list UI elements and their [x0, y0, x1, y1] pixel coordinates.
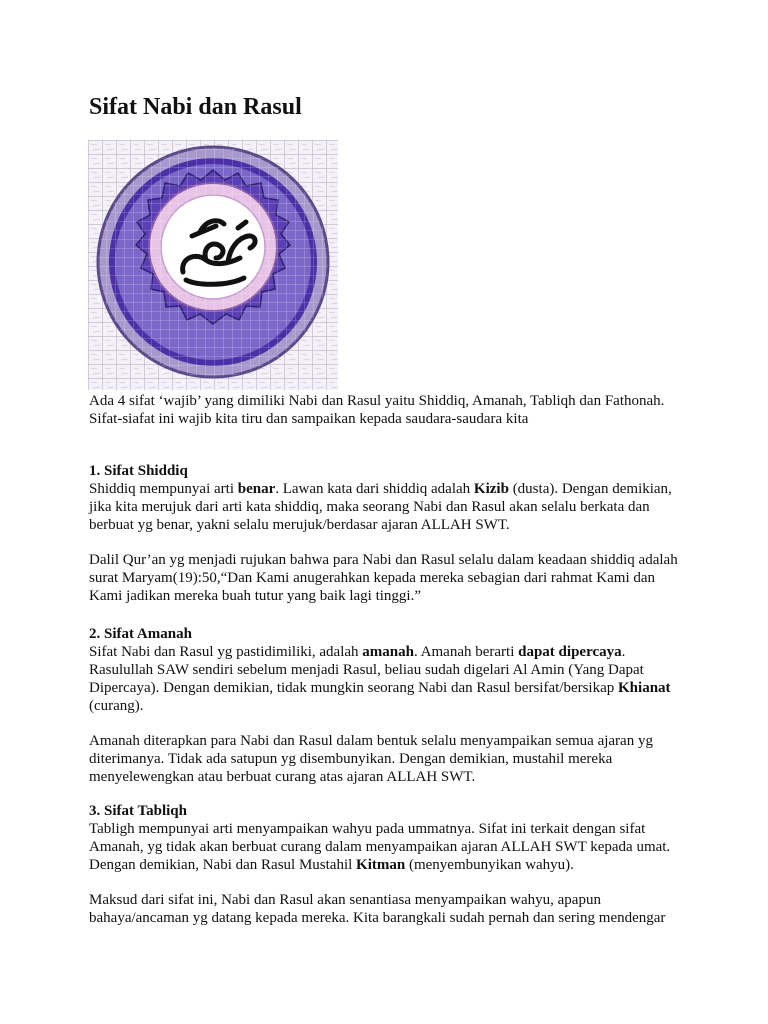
- text-span: (menyembunyikan wahyu).: [405, 857, 574, 873]
- section-amanah: [89, 625, 689, 715]
- bold-term: amanah: [362, 644, 414, 660]
- text-span: Sifat Nabi dan Rasul yg pastidimiliki, adalah: [89, 644, 363, 660]
- section-tabliqh-detail: [89, 891, 689, 927]
- section-paragraph: Maksud dari sifat ini, Nabi dan Rasul akan senantiasa menyampaikan wahyu, apapun bahaya/ancaman yg datang kepada mereka. Kita barangkali sudah pernah dan sering mendengar: [89, 892, 666, 926]
- intro-line-1: Ada 4 sifat ‘wajib’ yang dimiliki Nabi dan Rasul yaitu Shiddiq, Amanah, Tabliqh dan Fathonah.: [89, 393, 665, 409]
- text-span: Shiddiq mempunyai arti: [89, 481, 238, 497]
- text-span: Tabligh mempunyai arti menyampaikan wahyu pada ummatnya. Sifat ini terkait dengan sifat Amanah, yg tidak akan berbuat curang dalam menyampaikan ajaran ALLAH SWT kepada umat. Dengan demikian, Nabi dan Rasul Mustahil: [89, 821, 671, 873]
- section-tabliqh: [89, 802, 689, 874]
- muhammad-calligraphy-emblem: [88, 140, 338, 390]
- intro-paragraph: [89, 392, 689, 428]
- text-span: . Lawan kata dari shiddiq adalah: [275, 481, 474, 497]
- section-paragraph: [89, 643, 689, 715]
- section-paragraph: Amanah diterapkan para Nabi dan Rasul dalam bentuk selalu menyampaikan semua ajaran yg diterimanya. Tidak ada satupun yg disembunyikan. Dengan demikian, mustahil mereka menyelewengkan atau berbuat curang atas ajaran ALLAH SWT.: [89, 733, 653, 785]
- text-span: . Amanah berarti: [413, 644, 519, 660]
- text-span: (dusta). Dengan demikian, jika kita merujuk dari arti kata shiddiq, maka seorang Nabi dan Rasul akan selalu berkata dan berbuat yg benar, yakni selalu merujuk/berdasar ajaran ALLAH SWT.: [89, 481, 672, 533]
- bold-term: Khianat: [618, 680, 671, 696]
- text-span: . Rasulullah SAW sendiri sebelum menjadi Rasul, beliau sudah digelari Al Amin (Yang Dapat Dipercaya). Dengan demikian, tidak mungkin seorang Nabi dan Rasul bersifat/bersikap: [89, 644, 644, 696]
- section-paragraph: [89, 820, 689, 874]
- section-heading: 2. Sifat Amanah: [89, 626, 192, 642]
- section-amanah-detail: [89, 732, 689, 786]
- page-title: Sifat Nabi dan Rasul: [89, 94, 302, 120]
- bold-term: dapat dipercaya: [518, 644, 622, 660]
- section-shiddiq-dalil: [89, 551, 689, 605]
- section-paragraph: Dalil Qur’an yg menjadi rujukan bahwa para Nabi dan Rasul selalu dalam keadaan shiddiq adalah surat Maryam(19):50,“Dan Kami anugerahkan kepada mereka sebagian dari rahmat Kami dan Kami jadikan mereka buah tutur yang baik lagi tinggi.”: [89, 552, 678, 604]
- bold-term: benar: [237, 481, 276, 497]
- bold-term: Kitman: [356, 857, 406, 873]
- intro-line-2: Sifat-siafat ini wajib kita tiru dan sampaikan kepada saudara-saudara kita: [89, 411, 529, 427]
- section-heading: 3. Sifat Tabliqh: [89, 803, 187, 819]
- text-span: (curang).: [89, 698, 144, 714]
- section-heading: 1. Sifat Shiddiq: [89, 463, 188, 479]
- section-shiddiq: [89, 462, 689, 534]
- section-paragraph: [89, 480, 689, 534]
- bold-term: Kizib: [473, 481, 509, 497]
